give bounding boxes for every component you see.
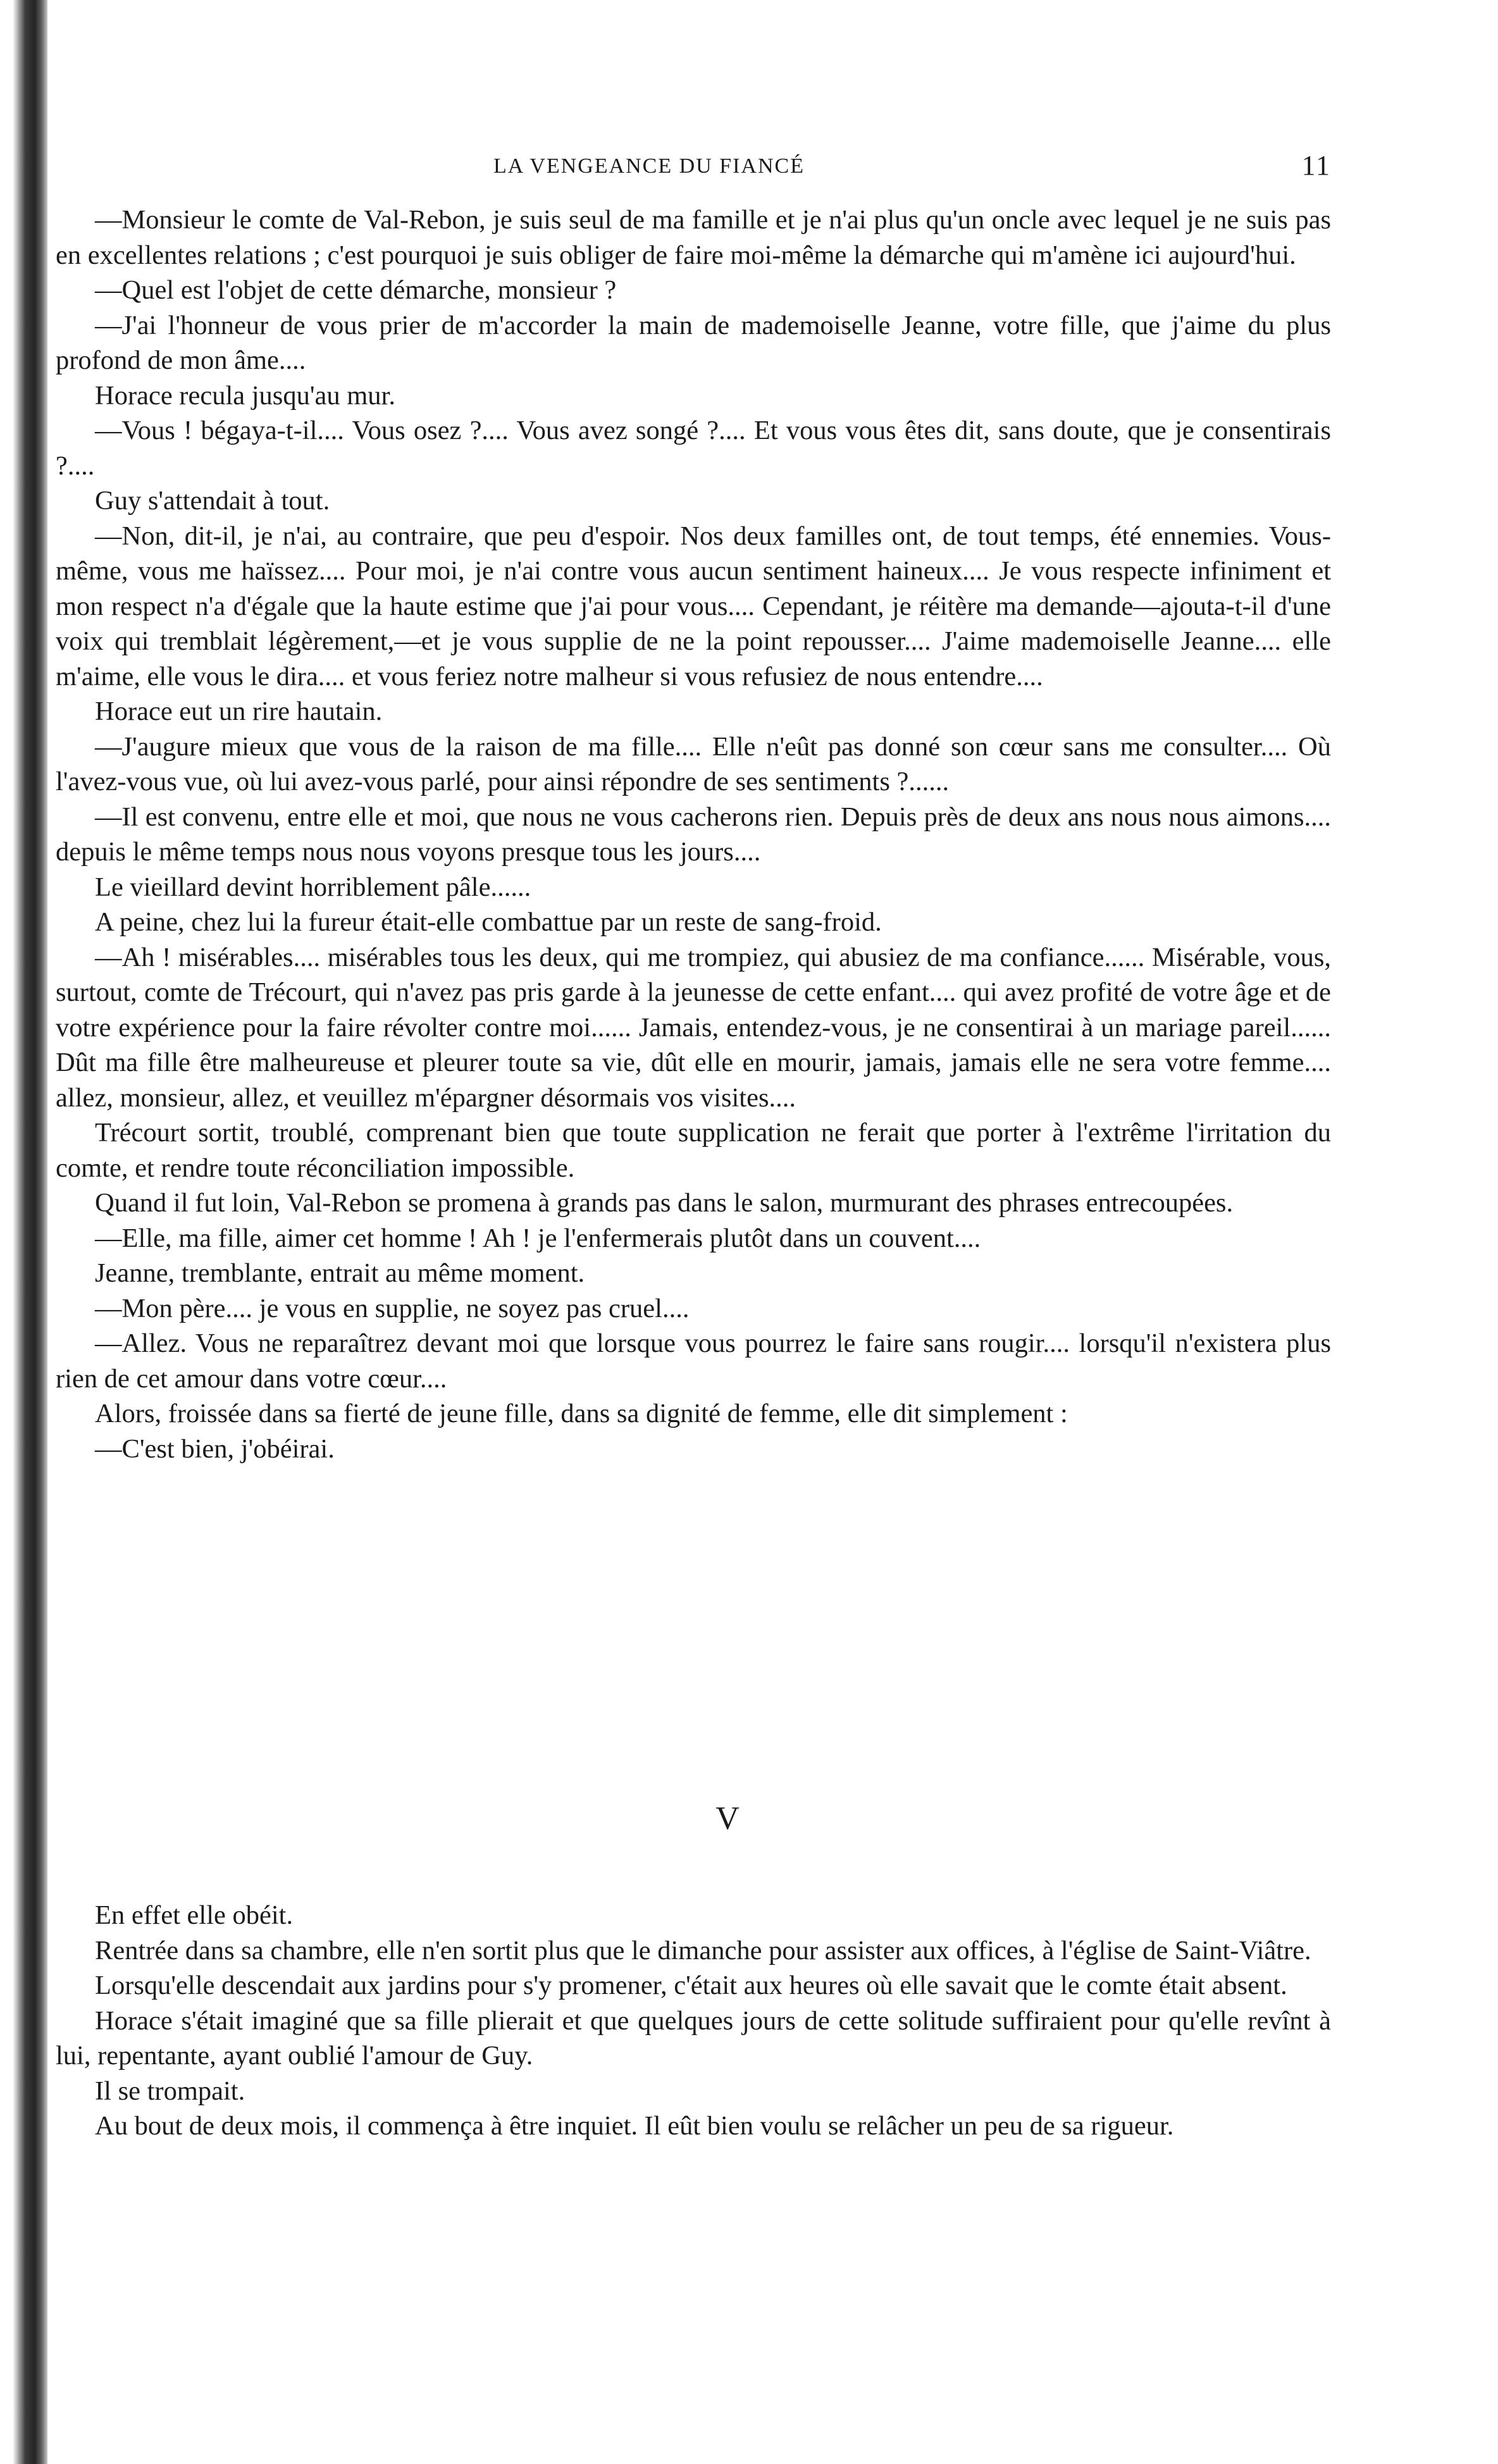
paragraph: —Vous ! bégaya-t-il.... Vous osez ?.... Vous avez songé ?.... Et vous vous êtes dit, sans doute, que je consentirais ?.... bbox=[56, 416, 1331, 481]
paragraph: —Mon père.... je vous en supplie, ne soyez pas cruel.... bbox=[95, 1293, 690, 1323]
paragraph: Horace recula jusqu'au mur. bbox=[95, 380, 395, 411]
paragraph: —J'ai l'honneur de vous prier de m'accorder la main de mademoiselle Jeanne, votre fille, que j'aime du plus profond de mon âme.... bbox=[56, 310, 1331, 375]
paragraph: —Ah ! misérables.... misérables tous les deux, qui me trompiez, qui abusiez de ma confiance...... Misérable, vous, surtout, comte de Trécourt, qui n'avez pas pris garde à la jeunesse de cette enfant.... qui avez profité de votre âge et de votre expérience pour la faire révolter contre moi...... Jamais, entendez-vous, je ne consentirai à un mariage pareil...... Dût ma fille être malheureuse et pleurer toute sa vie, dût elle en mourir, jamais, jamais elle ne sera votre femme.... allez, monsieur, allez, et veuillez m'épargner désormais vos visites.... bbox=[56, 942, 1331, 1113]
paragraph: Horace s'était imaginé que sa fille plierait et que quelques jours de cette solitude suffiraient pour qu'elle revînt à lui, repentante, ayant oublié l'amour de Guy. bbox=[56, 2005, 1331, 2071]
chapter-text bbox=[56, 1898, 1331, 2144]
paragraph: —Elle, ma fille, aimer cet homme ! Ah ! je l'enfermerais plutôt dans un couvent.... bbox=[95, 1223, 981, 1253]
running-header bbox=[493, 149, 1331, 187]
paragraph: —Il est convenu, entre elle et moi, que nous ne vous cacherons rien. Depuis près de deux ans nous nous aimons.... depuis le même temps nous nous voyons presque tous les jours.... bbox=[56, 802, 1331, 867]
paragraph: Jeanne, tremblante, entrait au même moment. bbox=[95, 1258, 585, 1288]
page-number: 11 bbox=[1301, 150, 1331, 181]
paragraph: Quand il fut loin, Val-Rebon se promena à grands pas dans le salon, murmurant des phrases entrecoupées. bbox=[95, 1188, 1234, 1218]
running-title: LA VENGEANCE DU FIANCÉ bbox=[493, 154, 805, 178]
paragraph: —Quel est l'objet de cette démarche, monsieur ? bbox=[95, 275, 617, 305]
paragraph: A peine, chez lui la fureur était-elle combattue par un reste de sang-froid. bbox=[95, 907, 882, 937]
paragraph: —Monsieur le comte de Val-Rebon, je suis seul de ma famille et je n'ai plus qu'un oncle avec lequel je ne suis pas en excellentes relations ; c'est pourquoi je suis obliger de faire moi-même la démarche qui m'amène ici aujourd'hui. bbox=[56, 205, 1331, 270]
paragraph: Il se trompait. bbox=[95, 2076, 245, 2106]
paragraph: Le vieillard devint horriblement pâle...... bbox=[95, 872, 531, 902]
paragraph: —Non, dit-il, je n'ai, au contraire, que peu d'espoir. Nos deux familles ont, de tout temps, été ennemies. Vous-même, vous me haïssez.... Pour moi, je n'ai contre vous aucun sentiment haineux.... Je vous respecte infiniment et mon respect n'a d'égale que la haute estime que j'ai pour vous.... Cependant, je réitère ma demande—ajouta-t-il d'une voix qui tremblait légèrement,—et je vous supplie de ne la point repousser.... J'aime mademoiselle Jeanne.... elle m'aime, elle vous le dira.... et vous feriez notre malheur si vous refusiez de nous entendre.... bbox=[56, 521, 1331, 691]
paragraph: En effet elle obéit. bbox=[95, 1900, 294, 1930]
paragraph: Horace eut un rire hautain. bbox=[95, 696, 383, 726]
book-binding-edge bbox=[0, 0, 47, 2464]
paragraph: —J'augure mieux que vous de la raison de ma fille.... Elle n'eût pas donné son cœur sans me consulter.... Où l'avez-vous vue, où lui avez-vous parlé, pour ainsi répondre de ses sentiments ?...... bbox=[56, 731, 1331, 796]
paragraph: —Allez. Vous ne reparaîtrez devant moi que lorsque vous pourrez le faire sans rougir.... lorsqu'il n'existera plus rien de cet amour dans votre cœur.... bbox=[56, 1328, 1331, 1394]
paragraph: Rentrée dans sa chambre, elle n'en sortit plus que le dimanche pour assister aux offices, à l'église de Saint-Viâtre. bbox=[95, 1935, 1311, 1966]
main-text bbox=[56, 202, 1331, 1466]
paragraph: Au bout de deux mois, il commença à être inquiet. Il eût bien voulu se relâcher un peu de sa rigueur. bbox=[95, 2111, 1174, 2141]
chapter-heading: V bbox=[715, 1800, 740, 1836]
paragraph: Alors, froissée dans sa fierté de jeune fille, dans sa dignité de femme, elle dit simplement : bbox=[95, 1399, 1068, 1428]
paragraph: Guy s'attendait à tout. bbox=[95, 486, 330, 516]
paragraph: —C'est bien, j'obéirai. bbox=[95, 1433, 335, 1464]
paragraph: Lorsqu'elle descendait aux jardins pour s'y promener, c'était aux heures où elle savait que le comte était absent. bbox=[95, 1971, 1287, 2000]
paragraph: Trécourt sortit, troublé, comprenant bien que toute supplication ne ferait que porter à l'extrême l'irritation du comte, et rendre toute réconciliation impossible. bbox=[56, 1118, 1331, 1183]
